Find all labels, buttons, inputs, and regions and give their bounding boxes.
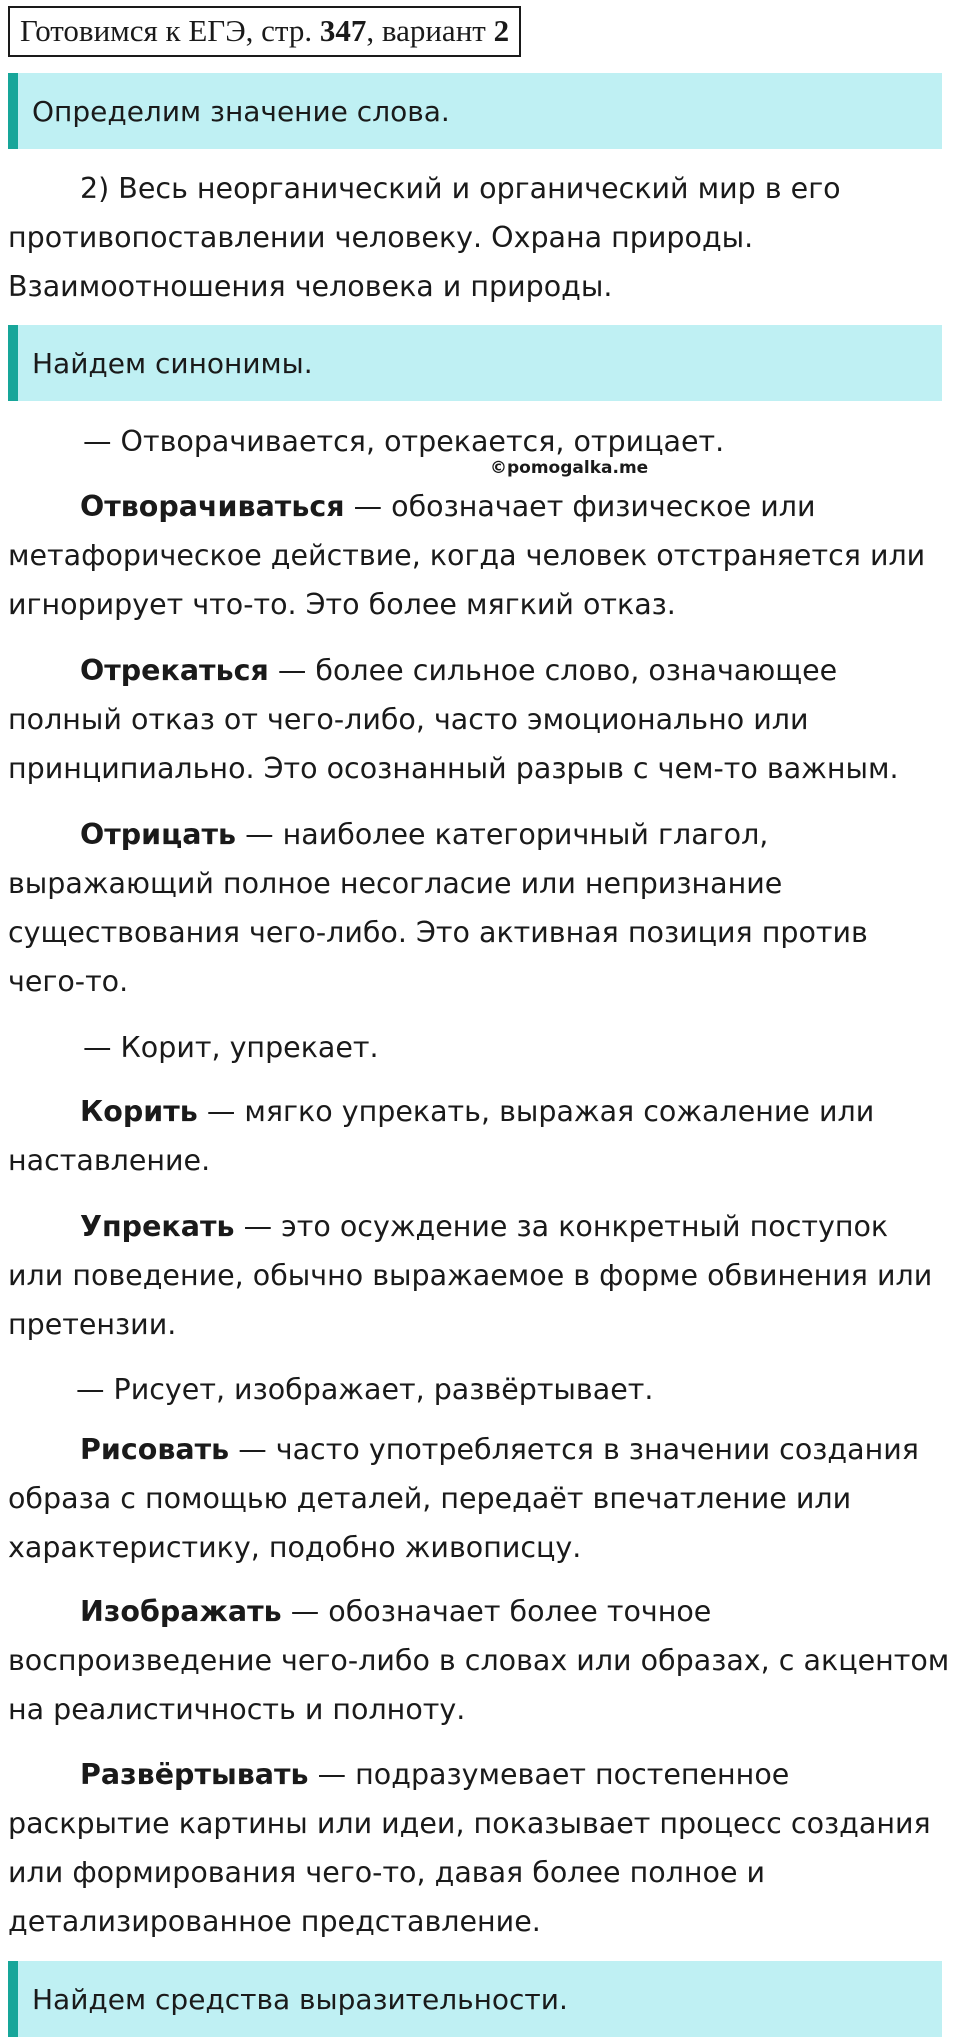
watermark: ©pomogalka.me [490, 458, 649, 478]
term: Рисовать [80, 1433, 230, 1466]
synonyms-heading [8, 325, 942, 401]
definition: — обозначает физическое или метафорическое действие, когда человек отстраняется или игнорирует что-то. Это более мягкий отказ. [8, 490, 926, 621]
definition-otrekatsya [8, 646, 952, 793]
term: Развёртывать [80, 1758, 309, 1791]
definition-razvyortyvat [8, 1750, 952, 1946]
term: Изображать [80, 1595, 282, 1628]
definition-uprekat [8, 1202, 952, 1349]
term: Отворачиваться [80, 490, 345, 523]
synonym-group-2: — Корит, упрекает. [83, 1031, 379, 1064]
definition: — подразумевает постепенное раскрытие картины или идеи, показывает процесс создания или формирования чего-то, давая более полное и детализированное представление. [8, 1758, 931, 1938]
variant-prefix: , вариант [366, 13, 486, 48]
definition-otritsat [8, 810, 952, 1006]
term: Упрекать [80, 1210, 235, 1243]
definition: — часто употребляется в значении создания образа с помощью деталей, передаёт впечатление или характеристику, подобно живописцу. [8, 1433, 919, 1564]
definition-korit [8, 1087, 952, 1185]
definition: — обозначает более точное воспроизведение чего-либо в словах или образах, с акцентом на реалистичность и полноту. [8, 1595, 950, 1726]
synonyms-heading-text: Найдем синонимы. [32, 346, 313, 380]
devices-heading-text: Найдем средства выразительности. [32, 1982, 568, 2016]
term: Корить [80, 1095, 198, 1128]
definition-otvorachivatsya [8, 482, 952, 629]
term: Отрицать [80, 818, 237, 851]
meaning-heading-text: Определим значение слова. [32, 94, 450, 128]
definition-risovat [8, 1425, 952, 1572]
synonym-group-3: — Рисует, изображает, развёртывает. [76, 1373, 654, 1406]
term: Отрекаться [80, 654, 269, 687]
title-prefix: Готовимся к ЕГЭ, стр. [20, 13, 313, 48]
definition: — это осуждение за конкретный поступок или поведение, обычно выражаемое в форме обвинения или претензии. [8, 1210, 933, 1341]
page-number: 347 [319, 13, 367, 48]
definition: — наиболее категоричный глагол, выражающий полное несогласие или непризнание существования чего-либо. Это активная позиция против чего-то. [8, 818, 868, 998]
meaning-heading [8, 73, 942, 149]
devices-heading [8, 1961, 942, 2037]
definition-izobrazhat [8, 1587, 952, 1734]
variant-number: 2 [493, 13, 510, 48]
synonym-group-1: — Отворачивается, отрекается, отрицает. [83, 425, 725, 458]
meaning-text: 2) Весь неорганический и органический мир в его противопоставлении человеку. Охрана природы. Взаимоотношения человека и природы. [8, 172, 841, 303]
definition: — мягко упрекать, выражая сожаление или наставление. [8, 1095, 875, 1177]
definition: — более сильное слово, означающее полный отказ от чего-либо, часто эмоционально или принципиально. Это осознанный разрыв с чем-то важным. [8, 654, 899, 785]
page-title [8, 6, 521, 57]
